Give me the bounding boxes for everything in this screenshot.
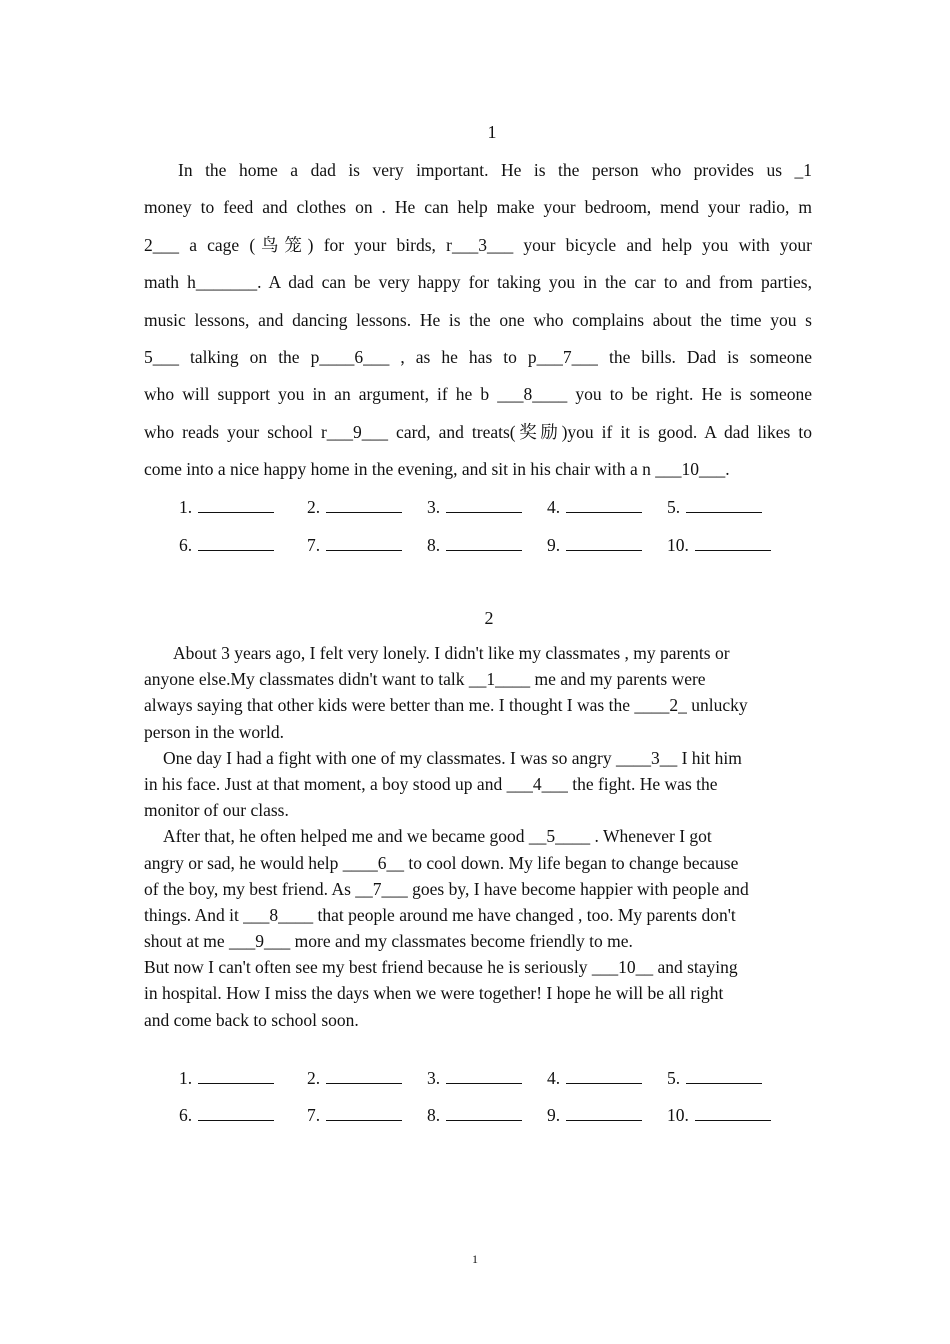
answer-blank[interactable] [695,534,771,551]
answer-slot[interactable]: 8. [427,1104,522,1126]
answer-blank[interactable] [566,534,642,551]
answer-blank[interactable] [326,534,402,551]
passage-line: In the home a dad is very important. He is the person who provides us _1 [178,160,812,180]
section-1-number: 1 [487,122,497,142]
answer-slot[interactable]: 2. [307,496,402,518]
answer-blank[interactable] [566,1067,642,1084]
answer-slot[interactable]: 4. [547,496,642,518]
answer-slot[interactable]: 5. [667,1067,762,1089]
passage-line: 2___ a cage (鸟笼) for your birds, r___3___ your bicycle and help you with your [144,234,812,255]
passage-line: in his face. Just at that moment, a boy stood up and ___4___ the fight. He was the [144,773,718,794]
passage-line: come into a nice happy home in the evening, and sit in his chair with a n ___10___. [144,459,730,480]
answer-slot[interactable]: 6. [179,534,274,556]
passage-line: and come back to school soon. [144,1009,359,1030]
answer-slot[interactable]: 10. [667,1104,771,1126]
passage-line: always saying that other kids were better than me. I thought I was the ____2_ unlucky [144,695,748,716]
passage-line: who will support you in an argument, if he b ___8____ you to be right. He is someone [144,384,812,405]
answer-slot[interactable]: 10. [667,534,771,556]
passage-line: person in the world. [144,721,284,742]
section-2-number: 2 [484,608,494,628]
answer-blank[interactable] [686,496,762,513]
passage-line: shout at me ___9___ more and my classmates become friendly to me. [144,931,633,952]
answer-slot[interactable]: 3. [427,1067,522,1089]
answer-slot[interactable]: 1. [179,496,274,518]
page-number: 1 [472,1252,478,1266]
passage-line: math h_______. A dad can be very happy for taking you in the car to and from parties, [144,272,812,293]
passage-line: who reads your school r___9___ card, and treats(奖励)you if it is good. A dad likes to [144,421,812,442]
answer-blank[interactable] [326,496,402,513]
passage-line: in hospital. How I miss the days when we were together! I hope he will be all right [144,983,724,1004]
answer-blank[interactable] [446,534,522,551]
answer-slot[interactable]: 7. [307,534,402,556]
answer-slot[interactable]: 6. [179,1104,274,1126]
passage-line: One day I had a fight with one of my classmates. I was so angry ____3__ I hit him [163,747,742,768]
answer-blank[interactable] [326,1067,402,1084]
answer-blank[interactable] [566,496,642,513]
answer-blank[interactable] [446,1067,522,1084]
passage-line: After that, he often helped me and we became good __5____ . Whenever I got [163,826,712,847]
answer-slot[interactable]: 9. [547,534,642,556]
answer-slot[interactable]: 1. [179,1067,274,1089]
passage-line: 5___ talking on the p____6___ , as he has to p___7___ the bills. Dad is someone [144,346,812,367]
answer-slot[interactable]: 4. [547,1067,642,1089]
passage-line: But now I can't often see my best friend because he is seriously ___10__ and staying [144,957,738,978]
answer-blank[interactable] [198,1067,274,1084]
answer-slot[interactable]: 3. [427,496,522,518]
answer-blank[interactable] [446,1104,522,1121]
passage-line: of the boy, my best friend. As __7___ goes by, I have become happier with people and [144,878,749,899]
answer-slot[interactable]: 7. [307,1104,402,1126]
answer-blank[interactable] [446,496,522,513]
passage-line: music lessons, and dancing lessons. He is the one who complains about the time you s [144,309,812,330]
answer-slot[interactable]: 2. [307,1067,402,1089]
passage-line: monitor of our class. [144,800,289,821]
answer-blank[interactable] [198,496,274,513]
answer-slot[interactable]: 5. [667,496,762,518]
passage-line: anyone else.My classmates didn't want to talk __1____ me and my parents were [144,669,706,690]
passage-line: money to feed and clothes on . He can help make your bedroom, mend your radio, m [144,197,812,218]
answer-slot[interactable]: 8. [427,534,522,556]
answer-blank[interactable] [198,1104,274,1121]
section-1-passage [144,152,812,489]
section-2-passage [144,640,824,1033]
answer-slot[interactable]: 9. [547,1104,642,1126]
answer-blank[interactable] [566,1104,642,1121]
answer-blank[interactable] [686,1067,762,1084]
answer-blank[interactable] [695,1104,771,1121]
passage-line: things. And it ___8____ that people around me have changed , too. My parents don't [144,904,736,925]
passage-line: About 3 years ago, I felt very lonely. I didn't like my classmates , my parents or [173,643,730,663]
answer-blank[interactable] [326,1104,402,1121]
answer-blank[interactable] [198,534,274,551]
passage-line: angry or sad, he would help ____6__ to cool down. My life began to change because [144,852,739,873]
